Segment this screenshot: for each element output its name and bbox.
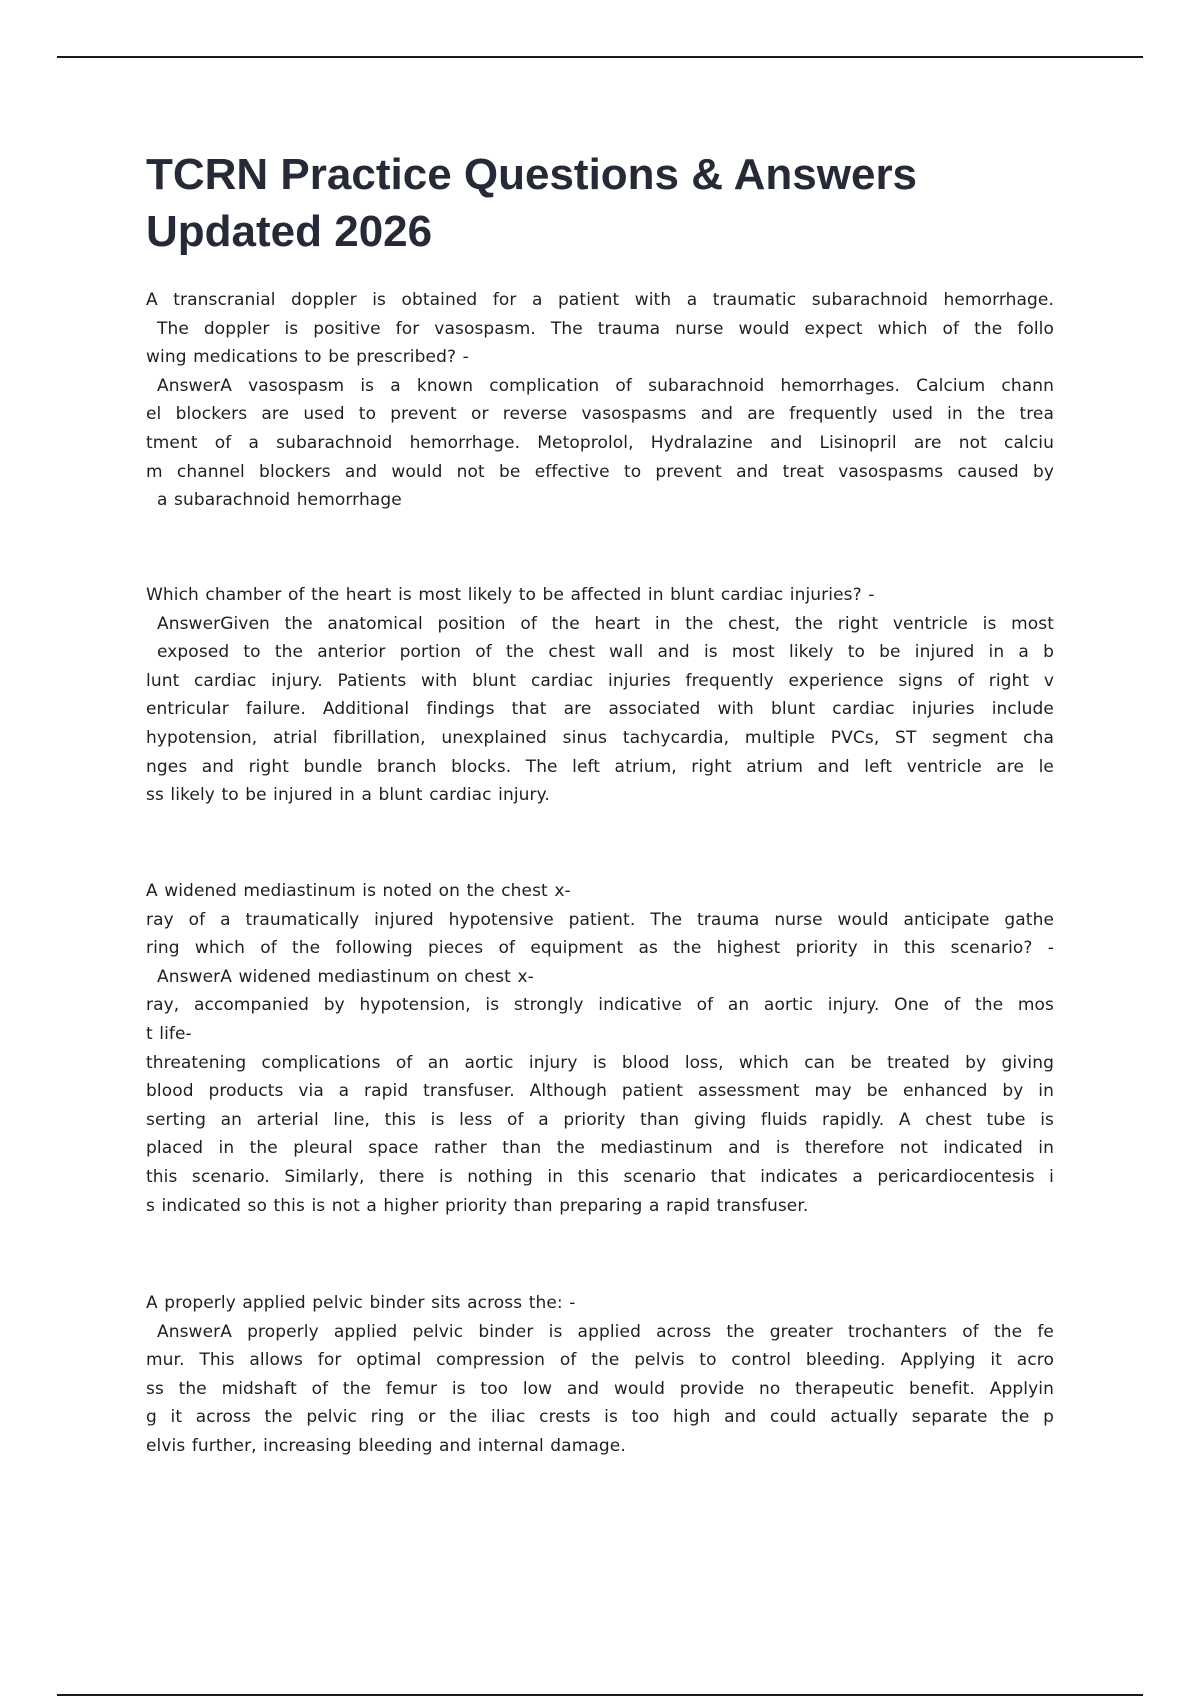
answer-line: nges and right bundle branch blocks. The left atrium, right atrium and left ventricle are le [146, 756, 1054, 777]
question-line: ray of a traumatically injured hypotensive patient. The trauma nurse would anticipate gathe [146, 909, 1054, 930]
answer-line: this scenario. Similarly, there is nothing in this scenario that indicates a pericardiocentesis i [146, 1166, 1054, 1187]
question-line: A transcranial doppler is obtained for a patient with a traumatic subarachnoid hemorrhage. [146, 290, 1054, 310]
answer-line: exposed to the anterior portion of the chest wall and is most likely to be injured in a b [157, 642, 1054, 663]
title-line: TCRN Practice Questions & Answers [146, 150, 918, 199]
footer-rule [57, 1694, 1143, 1696]
qa-item [146, 1289, 1054, 1461]
answer-line: hypotension, atrial fibrillation, unexplained sinus tachycardia, multiple PVCs, ST segment cha [146, 727, 1054, 748]
title-line: Updated 2026 [146, 207, 433, 256]
answer-line: elvis further, increasing bleeding and internal damage. [146, 1435, 626, 1456]
answer-line: s indicated so this is not a higher priority than preparing a rapid transfuser. [146, 1195, 809, 1216]
answer-line: ray, accompanied by hypotension, is strongly indicative of an aortic injury. One of the mos [146, 995, 1054, 1016]
answer-line: m channel blockers and would not be effective to prevent and treat vasospasms caused by [146, 461, 1054, 482]
answer-line: el blockers are used to prevent or reverse vasospasms and are frequently used in the trea [146, 404, 1054, 425]
header-rule [57, 56, 1143, 58]
answer-line: g it across the pelvic ring or the iliac crests is too high and could actually separate the p [146, 1407, 1054, 1428]
answer-line: AnswerA widened mediastinum on chest x- [157, 966, 534, 987]
question-line: wing medications to be prescribed? - [146, 347, 469, 368]
answer-line: AnswerA properly applied pelvic binder is applied across the greater trochanters of the fe [157, 1321, 1054, 1342]
answer-line: threatening complications of an aortic injury is blood loss, which can be treated by giving [146, 1052, 1054, 1073]
answer-line: mur. This allows for optimal compression of the pelvis to control bleeding. Applying it acro [146, 1350, 1054, 1371]
answer-line: ss likely to be injured in a blunt cardiac injury. [146, 785, 550, 806]
answer-line: blood products via a rapid transfuser. Although patient assessment may be enhanced by in [146, 1081, 1054, 1102]
answer-line: serting an arterial line, this is less of a priority than giving fluids rapidly. A chest tube is [146, 1109, 1054, 1130]
question-line: ring which of the following pieces of equipment as the highest priority in this scenario? - [146, 938, 1054, 959]
answer-line: ss the midshaft of the femur is too low and would provide no therapeutic benefit. Applyin [146, 1378, 1054, 1399]
question-line: A properly applied pelvic binder sits across the: - [146, 1293, 576, 1313]
answer-line: lunt cardiac injury. Patients with blunt cardiac injuries frequently experience signs of right v [146, 670, 1054, 691]
answer-line: tment of a subarachnoid hemorrhage. Metoprolol, Hydralazine and Lisinopril are not calciu [146, 432, 1054, 453]
question-line: The doppler is positive for vasospasm. The trauma nurse would expect which of the follo [157, 318, 1054, 339]
answer-line: AnswerGiven the anatomical position of the heart in the chest, the right ventricle is most [157, 613, 1054, 634]
question-line: Which chamber of the heart is most likely to be affected in blunt cardiac injuries? - [146, 585, 875, 605]
document-title [146, 146, 1076, 260]
answer-line: t life- [146, 1023, 192, 1044]
answer-line: AnswerA vasospasm is a known complication of subarachnoid hemorrhages. Calcium chann [157, 375, 1054, 396]
answer-line: placed in the pleural space rather than the mediastinum and is therefore not indicated in [146, 1138, 1054, 1159]
qa-item [146, 877, 1054, 1220]
answer-line: entricular failure. Additional findings that are associated with blunt cardiac injuries include [146, 699, 1054, 720]
qa-item [146, 286, 1054, 515]
question-line: A widened mediastinum is noted on the chest x- [146, 881, 571, 901]
answer-line: a subarachnoid hemorrhage [157, 490, 402, 511]
qa-item [146, 581, 1054, 810]
